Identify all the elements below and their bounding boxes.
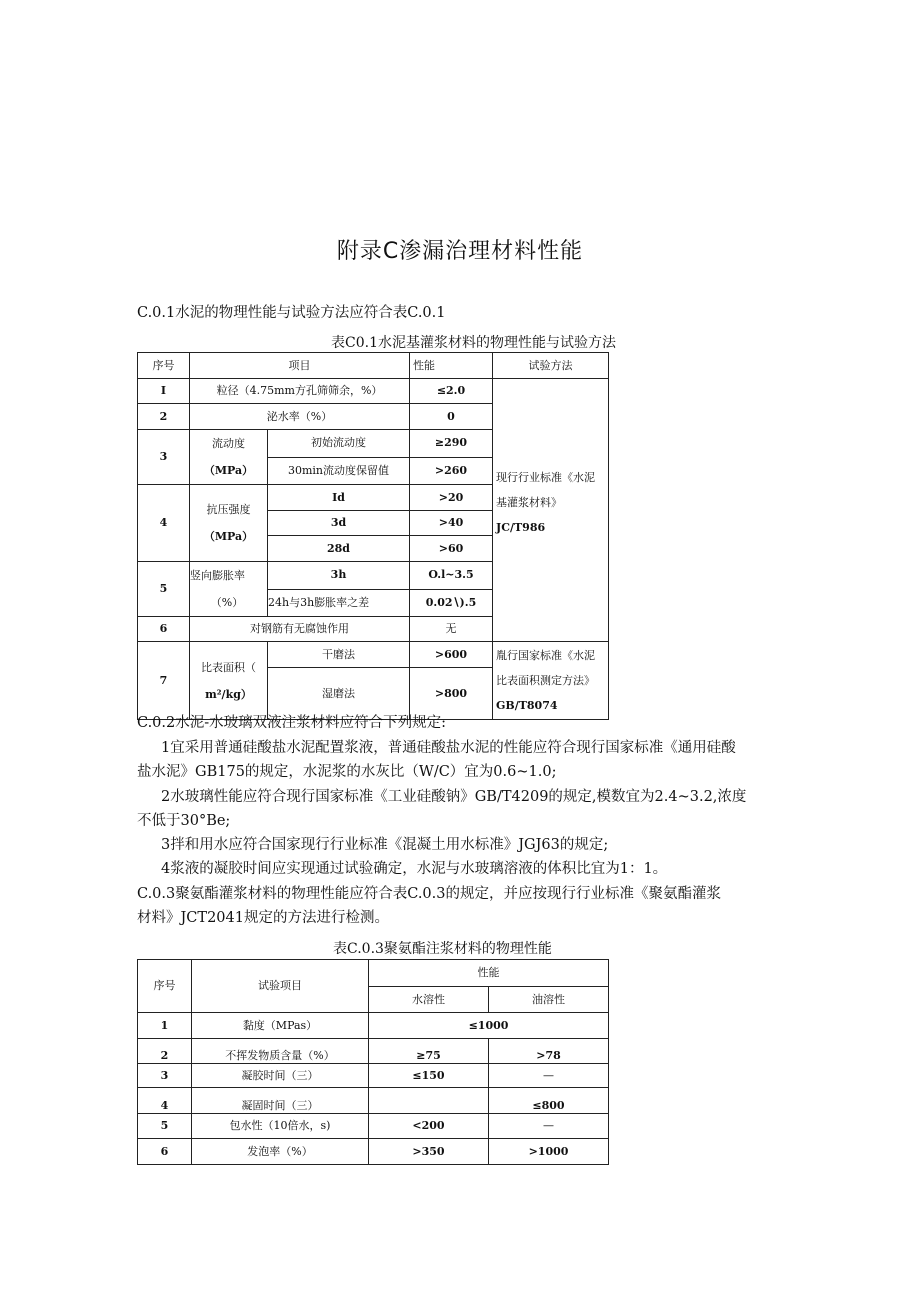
sub-item: 干磨法	[268, 642, 410, 668]
header-water: 水溶性	[369, 987, 489, 1013]
row-no: I	[138, 379, 190, 404]
header-item: 项目	[190, 353, 410, 379]
row-no: 5	[138, 1114, 192, 1139]
group-unit: （MPa）	[203, 530, 254, 543]
header-method: 试验方法	[493, 353, 609, 379]
sub-item: 30min流动度保留值	[268, 457, 410, 485]
sub-item: Id	[268, 485, 410, 511]
header-oil: 油溶性	[489, 987, 609, 1013]
row-item: 包水性（10倍水，s)	[192, 1114, 369, 1139]
group-label: 竖向膨胀率	[190, 569, 245, 582]
row-item: 粒径（4.75mm方孔筛筛余，%）	[190, 379, 410, 404]
row-item: 黏度（MPas）	[192, 1013, 369, 1039]
row-value: >60	[410, 536, 493, 562]
table-header-row	[138, 353, 609, 379]
row-value: >800	[410, 668, 493, 720]
row-no: 3	[138, 1064, 192, 1088]
row-no: 5	[138, 562, 190, 617]
row-no: 6	[138, 617, 190, 642]
sub-item: 28d	[268, 536, 410, 562]
header-no: 序号	[138, 353, 190, 379]
row-item: 泌水率（%）	[190, 404, 410, 430]
c02-heading: C.0.2水泥-水玻璃双液注浆材料应符合下列规定:	[137, 715, 447, 731]
row-group	[190, 485, 268, 562]
row-value: >600	[410, 642, 493, 668]
row-value: 无	[410, 617, 493, 642]
row-no: 4	[138, 1088, 192, 1114]
method-cell-1	[493, 379, 609, 642]
row-value-oil: —	[489, 1064, 609, 1088]
table-header-row	[138, 960, 609, 987]
row-value: ≥290	[410, 430, 493, 458]
row-value: 0.02∖).5	[410, 589, 493, 617]
table-c01	[137, 352, 609, 720]
c03-heading-b: 材料》JCT2041规定的方法进行检测。	[137, 910, 389, 926]
row-group	[190, 562, 268, 617]
row-value-water: ≥75	[369, 1039, 489, 1064]
method-line: 比表面积测定方法》	[496, 674, 595, 687]
row-value-water: <200	[369, 1114, 489, 1139]
table-row	[138, 1039, 609, 1064]
row-value: >20	[410, 485, 493, 511]
table-row	[138, 1139, 609, 1165]
row-value: ≤2.0	[410, 379, 493, 404]
row-no: 7	[138, 642, 190, 720]
group-unit: （%）	[210, 596, 244, 609]
row-item: 对钢筋有无腐蚀作用	[190, 617, 410, 642]
sub-item: 3d	[268, 511, 410, 536]
c01-intro: C.0.1水泥的物理性能与试验方法应符合表C.0.1	[137, 305, 446, 321]
row-no: 1	[138, 1013, 192, 1039]
group-unit: m²/kg）	[205, 687, 252, 701]
row-value: ≤1000	[369, 1013, 609, 1039]
row-value-water: ≤150	[369, 1064, 489, 1088]
header-no: 序号	[138, 960, 192, 1013]
method-line: 现行行业标准《水泥	[496, 471, 595, 484]
c02-item-2b: 不低于30°Be;	[137, 813, 231, 829]
sub-item: 24h与3h膨胀率之差	[268, 589, 410, 617]
page-title: 附录C渗漏治理材料性能	[336, 239, 584, 264]
table-row	[138, 1114, 609, 1139]
group-label: 比表面积（	[201, 660, 256, 674]
c02-item-4: 4浆液的凝胶时间应实现通过试验确定，水泥与水玻璃溶液的体积比宜为1：1。	[161, 861, 668, 877]
header-perf: 性能	[410, 353, 493, 379]
row-item: 不挥发物质含量（%）	[192, 1039, 369, 1064]
sub-item: 初始流动度	[268, 430, 410, 458]
row-value-oil: —	[489, 1114, 609, 1139]
c02-item-2a: 2水玻璃性能应符合现行国家标准《工业硅酸钠》GB/T4209的规定,模数宜为2.4~3.2,浓度	[161, 789, 747, 805]
method-line: GB/T8074	[496, 699, 558, 712]
row-value-oil: >78	[489, 1039, 609, 1064]
group-label: 抗压强度	[206, 503, 251, 516]
row-no: 4	[138, 485, 190, 562]
table-c03-caption: 表C.0.3聚氨酯注浆材料的物理性能	[333, 941, 552, 957]
header-item: 试验项目	[192, 960, 369, 1013]
row-item: 凝胶时间（三）	[192, 1064, 369, 1088]
row-no: 6	[138, 1139, 192, 1165]
group-label: 流动度	[212, 437, 245, 450]
c03-heading-a: C.0.3聚氨酯灌浆材料的物理性能应符合表C.0.3的规定，并应按现行行业标准《聚氨酯灌浆	[137, 886, 721, 902]
row-value-water	[369, 1088, 489, 1114]
table-row	[138, 1088, 609, 1114]
row-value-oil: ≤800	[489, 1088, 609, 1114]
sub-item: 3h	[268, 562, 410, 590]
table-c01-caption: 表C0.1水泥基灌浆材料的物理性能与试验方法	[331, 335, 616, 351]
row-value: 0	[410, 404, 493, 430]
row-no: 2	[138, 404, 190, 430]
method-line: JC/T986	[496, 521, 546, 534]
row-item: 发泡率（%）	[192, 1139, 369, 1165]
row-value: O.l~3.5	[410, 562, 493, 590]
table-row	[138, 1013, 609, 1039]
table-c03	[137, 959, 609, 1165]
header-perf: 性能	[369, 960, 609, 987]
sub-item: 湿磨法	[268, 668, 410, 720]
table-row	[138, 1064, 609, 1088]
row-no: 3	[138, 430, 190, 485]
row-value: >260	[410, 457, 493, 485]
c02-item-1a: 1宜采用普通硅酸盐水泥配置浆液，普通硅酸盐水泥的性能应符合现行国家标准《通用硅酸	[161, 740, 736, 756]
row-item: 凝固时间（三）	[192, 1088, 369, 1114]
row-value: >40	[410, 511, 493, 536]
c02-item-3: 3拌和用水应符合国家现行行业标准《混凝土用水标准》JGJ63的规定;	[161, 837, 609, 853]
row-value-oil: >1000	[489, 1139, 609, 1165]
c02-item-1b: 盐水泥》GB175的规定，水泥浆的水灰比（W/C）宜为0.6~1.0;	[137, 764, 557, 780]
row-no: 2	[138, 1039, 192, 1064]
group-unit: （MPa）	[203, 464, 254, 477]
method-cell-2	[493, 642, 609, 720]
table-row	[138, 379, 609, 404]
row-value-water: >350	[369, 1139, 489, 1165]
method-line: 基灌浆材料》	[496, 496, 562, 509]
table-row	[138, 642, 609, 668]
row-group	[190, 430, 268, 485]
method-line: 胤行国家标准《水泥	[496, 649, 595, 662]
row-group	[190, 642, 268, 720]
